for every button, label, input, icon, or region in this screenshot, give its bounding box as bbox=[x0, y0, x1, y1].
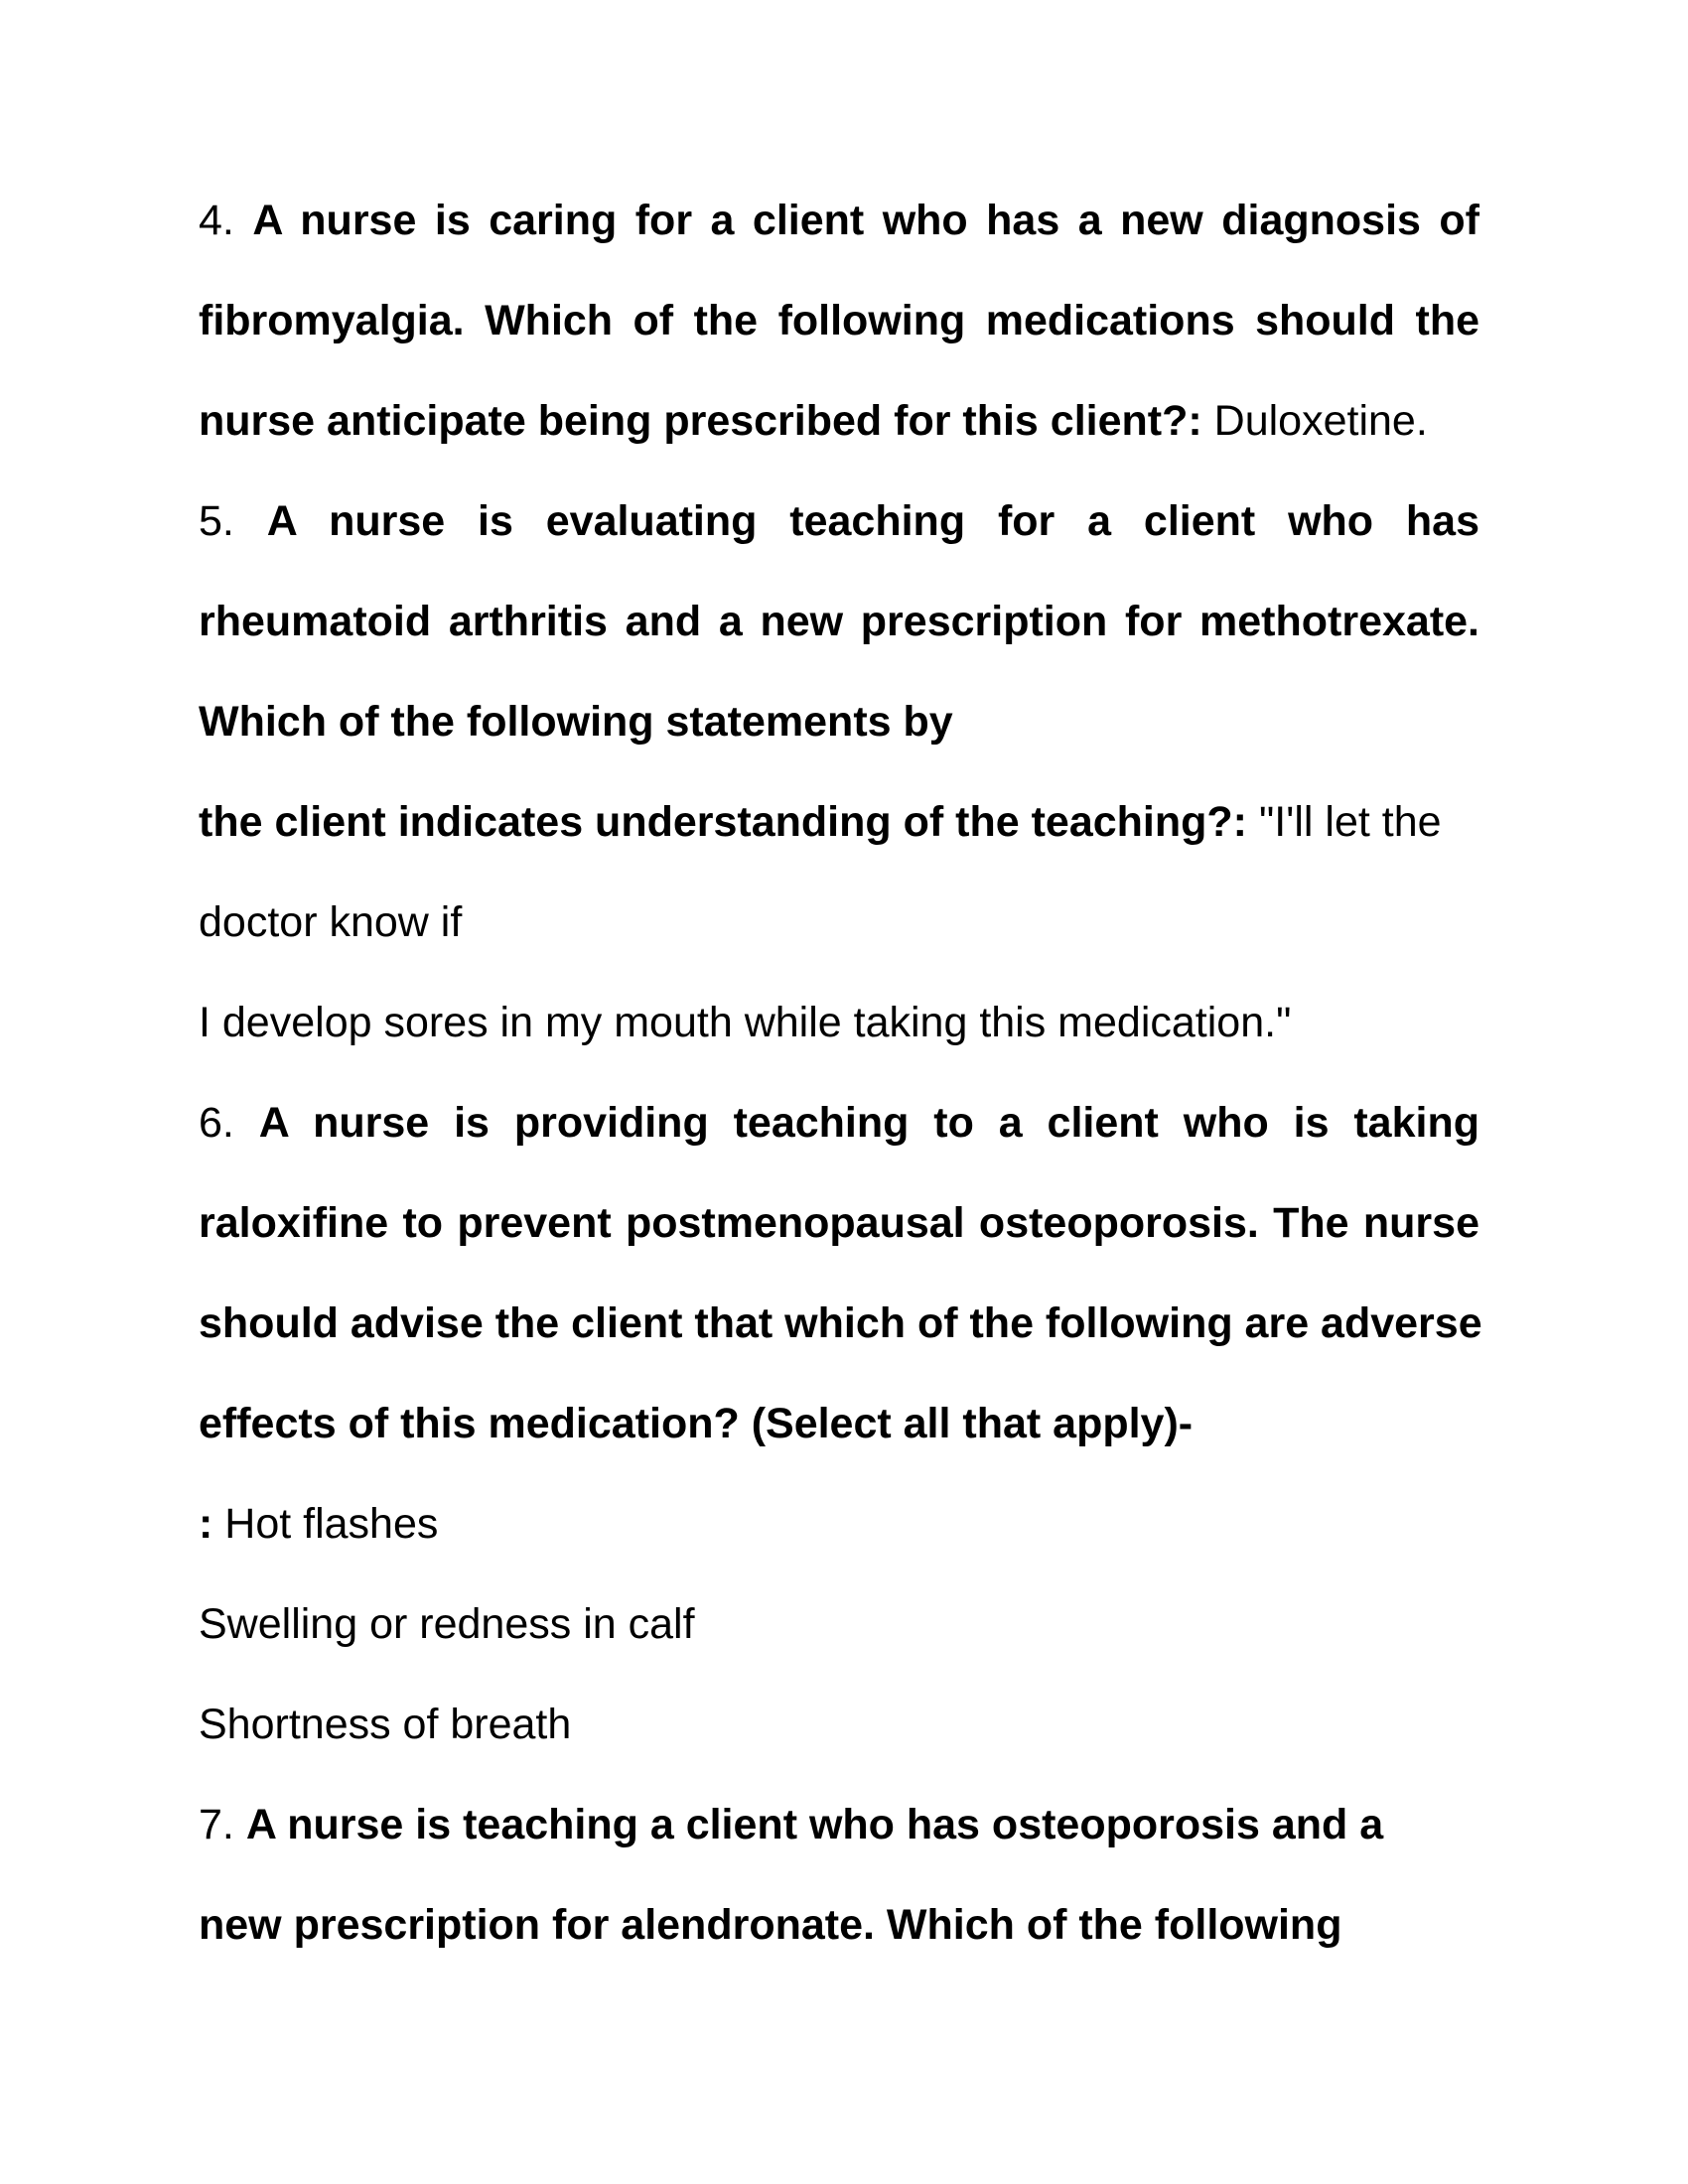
q4-number: 4. bbox=[199, 197, 234, 244]
q5-line-1 bbox=[199, 496, 1479, 546]
q5-answer-part-1: "I'll let the bbox=[1258, 798, 1442, 846]
q4-answer: Duloxetine. bbox=[1213, 397, 1428, 445]
q5-answer-line-3: I develop sores in my mouth while taking this medication." bbox=[199, 999, 1292, 1046]
q6-answer-2: Swelling or redness in calf bbox=[199, 1600, 695, 1648]
q5-line-2: rheumatoid arthritis and a new prescription for methotrexate. bbox=[199, 598, 1479, 645]
q6-text: A nurse is providing teaching to a client who is taking bbox=[258, 1099, 1479, 1147]
q4-text-end: nurse anticipate being prescribed for this client?: bbox=[199, 397, 1202, 445]
q4-line-2: fibromyalgia. Which of the following medications should the bbox=[199, 297, 1479, 344]
q7-text: A nurse is teaching a client who has osteoporosis and a bbox=[245, 1801, 1384, 1848]
q4-line-1 bbox=[199, 196, 1479, 245]
q7-number: 7. bbox=[199, 1801, 234, 1848]
q5-text-end: the client indicates understanding of the teaching?: bbox=[199, 798, 1247, 846]
q4-text: A nurse is caring for a client who has a new diagnosis of bbox=[252, 197, 1479, 244]
q6-line-1 bbox=[199, 1098, 1479, 1148]
q5-line-3: Which of the following statements by bbox=[199, 698, 953, 746]
q6-number: 6. bbox=[199, 1099, 234, 1147]
q6-answer-1 bbox=[199, 1499, 1479, 1549]
q6-line-3: should advise the client that which of the following are adverse bbox=[199, 1299, 1482, 1347]
q6-line-2: raloxifine to prevent postmenopausal osteoporosis. The nurse bbox=[199, 1199, 1479, 1247]
q5-answer-line-2: doctor know if bbox=[199, 898, 463, 946]
q5-number: 5. bbox=[199, 497, 234, 545]
q7-line-2: new prescription for alendronate. Which of the following bbox=[199, 1901, 1342, 1949]
q6-answer-3: Shortness of breath bbox=[199, 1701, 572, 1748]
q5-line-4 bbox=[199, 797, 1479, 847]
q7-line-1 bbox=[199, 1800, 1479, 1849]
q6-answer-prefix: : bbox=[199, 1500, 213, 1548]
q4-line-3 bbox=[199, 396, 1479, 446]
q5-text: A nurse is evaluating teaching for a client who has bbox=[266, 497, 1480, 545]
q6-answer-text-1: Hot flashes bbox=[224, 1500, 439, 1548]
q6-line-4: effects of this medication? (Select all that apply)- bbox=[199, 1400, 1194, 1447]
